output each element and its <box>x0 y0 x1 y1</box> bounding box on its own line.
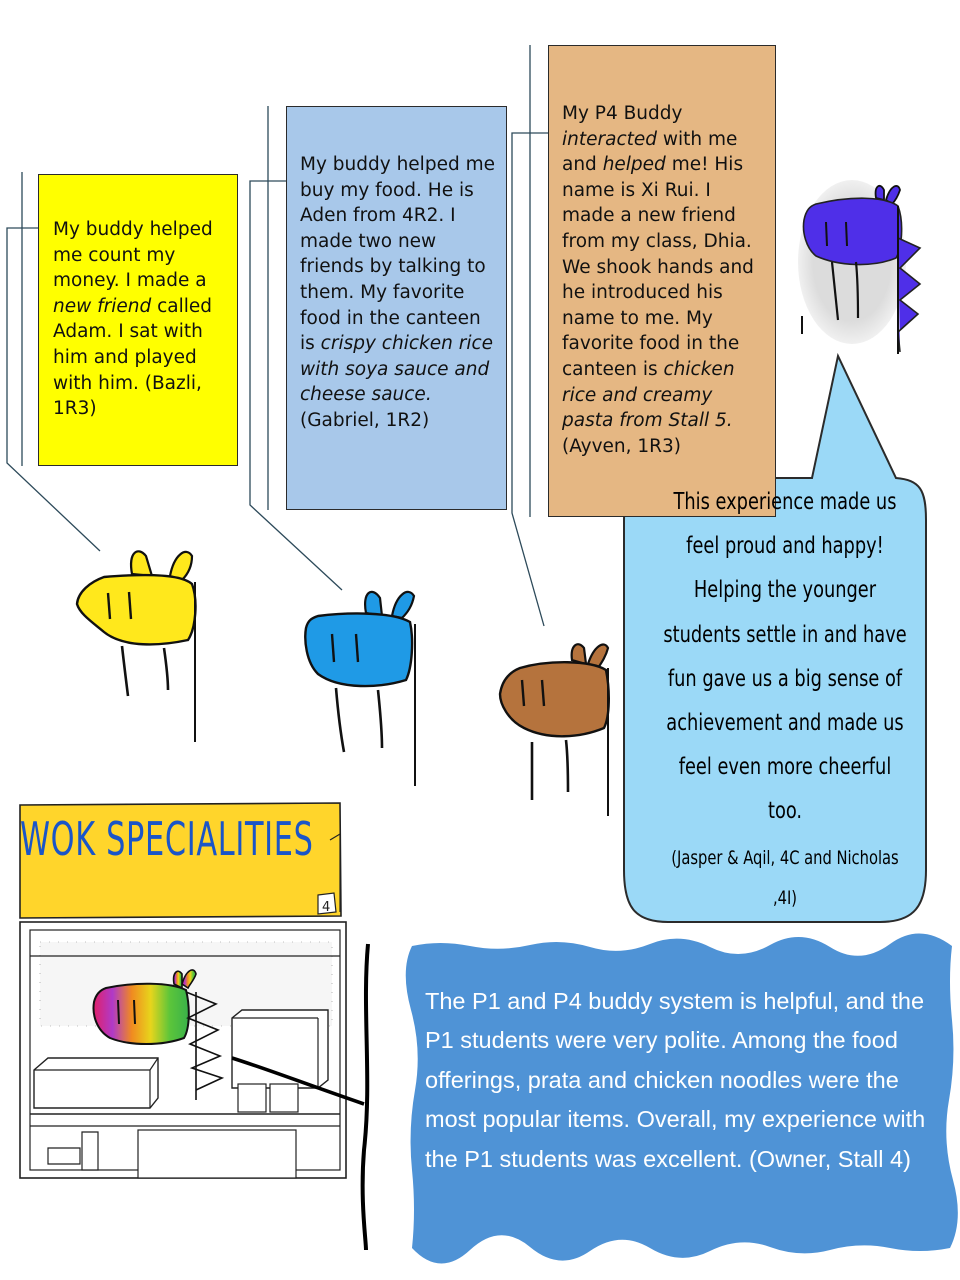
text-phrase: (Ayven, 1R3) <box>562 435 681 457</box>
text-phrase: (Gabriel, 1R2) <box>300 409 430 431</box>
bazli-quote-text <box>53 217 229 422</box>
speech-bubble-content <box>640 480 930 918</box>
ayven-quote-card <box>548 45 776 517</box>
italic-phrase: interacted <box>562 128 657 150</box>
brown-buddy-character <box>500 644 609 816</box>
text-phrase: My buddy helped me buy my food. He is Aden from 4R2. I made two new friends by talking to them. My favorite food in the canteen is <box>300 154 495 355</box>
text-phrase: with me and <box>562 128 738 176</box>
bazli-quote-card <box>38 174 238 466</box>
owner-quote-text: The P1 and P4 buddy system is helpful, and the P1 students were very polite. Among the food offerings, prata and chicken noodles were the most popular items. Overall, my experience with the P1 students was excellent. (Owner, Stall 4) <box>425 988 926 1172</box>
speech-bubble-credit: (Jasper & Aqil, 4C and Nicholas ,4I) <box>671 846 899 909</box>
ayven-quote-text <box>562 101 767 459</box>
stall-sign-text: WOK SPECIALITIES <box>20 812 314 866</box>
yellow-buddy-character <box>77 551 195 742</box>
italic-phrase: new friend <box>53 295 152 317</box>
text-phrase: My P4 Buddy <box>562 103 683 124</box>
speech-bubble-text: This experience made us feel proud and happy! Helping the younger students settle in and have fun gave us a big sense of achievement and made us feel even more cheerful too. <box>663 489 907 825</box>
gabriel-quote-card <box>286 106 507 510</box>
text-phrase: called Adam. I sat with him and played with him. (Bazli, 1R3) <box>53 295 213 420</box>
text-phrase: me! His name is Xi Rui. I made a new friend from my class, Dhia. We shook hands and he introduced his name to me. My favorite food in the canteen is <box>562 154 754 380</box>
gabriel-quote-text <box>300 152 498 434</box>
stall-drawing <box>20 803 368 1250</box>
text-phrase: My buddy helped me count my money. I made a <box>53 219 213 292</box>
stall-number: 4 <box>322 900 331 915</box>
purple-buddy-character <box>798 180 920 354</box>
blue-buddy-character <box>305 592 415 786</box>
italic-phrase: chicken rice and creamy pasta from Stall 5. <box>562 358 735 432</box>
italic-phrase: crispy chicken rice with soya sauce and cheese sauce. <box>300 333 494 406</box>
connector-tan <box>512 45 548 626</box>
italic-phrase: helped <box>602 154 666 176</box>
